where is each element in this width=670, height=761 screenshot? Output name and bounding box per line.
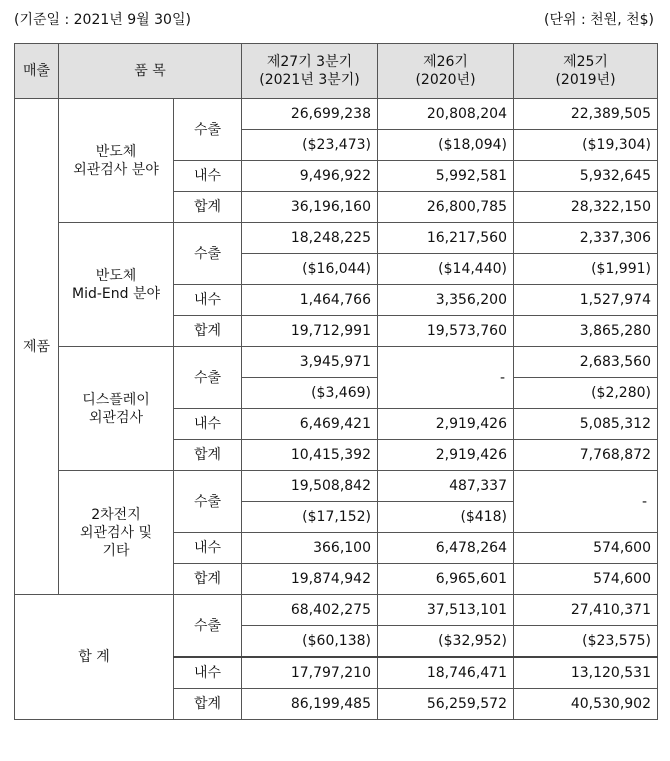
value-cell: ($23,575)	[514, 626, 658, 658]
value-cell: 20,808,204	[378, 99, 514, 130]
table-row	[15, 595, 658, 626]
value-cell: ($1,991)	[514, 254, 658, 285]
value-cell: ($32,952)	[378, 626, 514, 658]
value-cell: 19,874,942	[242, 564, 378, 595]
value-cell: 16,217,560	[378, 223, 514, 254]
item-name	[59, 99, 174, 223]
item-name-line: Mid-End 분야	[71, 285, 160, 302]
header-period2-name: 제26기	[423, 54, 468, 70]
value-cell: 5,085,312	[514, 409, 658, 440]
row-label-export: 수출	[174, 595, 242, 658]
value-cell: 28,322,150	[514, 192, 658, 223]
row-label-domestic: 내수	[174, 657, 242, 689]
grand-total-label: 합 계	[15, 595, 174, 720]
header-period2-year: (2020년)	[415, 72, 476, 88]
header-item: 품 목	[59, 44, 242, 99]
value-cell: 13,120,531	[514, 657, 658, 689]
value-cell: 1,527,974	[514, 285, 658, 316]
value-cell: 86,199,485	[242, 689, 378, 720]
row-label-export: 수출	[174, 223, 242, 285]
row-label-subtotal: 합계	[174, 316, 242, 347]
value-cell: 2,683,560	[514, 347, 658, 378]
item-name-line: 2차전지	[91, 506, 141, 523]
header-period1-name: 제27기 3분기	[266, 54, 353, 70]
row-label-domestic: 내수	[174, 285, 242, 316]
value-cell: 574,600	[514, 533, 658, 564]
value-cell: 40,530,902	[514, 689, 658, 720]
header-period1-year: (2021년 3분기)	[259, 72, 360, 88]
value-cell: 6,965,601	[378, 564, 514, 595]
value-cell: ($16,044)	[242, 254, 378, 285]
value-cell: 9,496,922	[242, 161, 378, 192]
table-row	[15, 347, 658, 378]
item-name-line: 외관검사 분야	[73, 161, 159, 178]
item-name-line: 외관검사	[88, 409, 144, 426]
value-cell: 3,356,200	[378, 285, 514, 316]
value-cell: 1,464,766	[242, 285, 378, 316]
value-cell: 487,337	[378, 471, 514, 502]
value-cell: ($60,138)	[242, 626, 378, 658]
value-cell: ($19,304)	[514, 130, 658, 161]
value-cell: 5,992,581	[378, 161, 514, 192]
item-name-line: 디스플레이	[82, 391, 150, 408]
item-name	[59, 471, 174, 595]
category-product: 제품	[15, 99, 59, 595]
sales-table	[14, 43, 658, 720]
value-cell: 3,865,280	[514, 316, 658, 347]
value-cell: 17,797,210	[242, 657, 378, 689]
value-cell: 2,337,306	[514, 223, 658, 254]
base-date-note: (기준일 : 2021년 9월 30일)	[14, 12, 191, 28]
row-label-subtotal: 합계	[174, 564, 242, 595]
item-name-line: 기타	[102, 542, 130, 559]
value-cell: 19,508,842	[242, 471, 378, 502]
item-name	[59, 347, 174, 471]
table-row	[15, 99, 658, 130]
row-label-export: 수출	[174, 347, 242, 409]
value-cell: 18,746,471	[378, 657, 514, 689]
value-cell: -	[378, 347, 514, 409]
header-row	[15, 44, 658, 99]
row-label-subtotal: 합계	[174, 440, 242, 471]
item-name	[59, 223, 174, 347]
value-cell: 27,410,371	[514, 595, 658, 626]
value-cell: 6,469,421	[242, 409, 378, 440]
value-cell: -	[514, 471, 658, 533]
item-name-line: 외관검사 및	[79, 524, 153, 541]
row-label-export: 수출	[174, 99, 242, 161]
unit-note: (단위 : 천원, 천$)	[544, 12, 654, 28]
header-period3	[514, 44, 658, 99]
row-label-domestic: 내수	[174, 409, 242, 440]
value-cell: 2,919,426	[378, 440, 514, 471]
value-cell: 68,402,275	[242, 595, 378, 626]
table-row	[15, 223, 658, 254]
value-cell: ($14,440)	[378, 254, 514, 285]
value-cell: 3,945,971	[242, 347, 378, 378]
value-cell: ($17,152)	[242, 502, 378, 533]
value-cell: 5,932,645	[514, 161, 658, 192]
value-cell: 19,573,760	[378, 316, 514, 347]
row-label-subtotal: 합계	[174, 192, 242, 223]
value-cell: 6,478,264	[378, 533, 514, 564]
value-cell: 26,699,238	[242, 99, 378, 130]
table-note	[0, 0, 670, 34]
value-cell: ($23,473)	[242, 130, 378, 161]
value-cell: 22,389,505	[514, 99, 658, 130]
header-sales: 매출	[15, 44, 59, 99]
value-cell: 19,712,991	[242, 316, 378, 347]
header-period3-name: 제25기	[563, 54, 608, 70]
row-label-domestic: 내수	[174, 533, 242, 564]
value-cell: 26,800,785	[378, 192, 514, 223]
value-cell: 10,415,392	[242, 440, 378, 471]
value-cell: 366,100	[242, 533, 378, 564]
value-cell: 574,600	[514, 564, 658, 595]
header-period3-year: (2019년)	[555, 72, 616, 88]
table-row	[15, 471, 658, 502]
row-label-subtotal: 합계	[174, 689, 242, 720]
value-cell: 18,248,225	[242, 223, 378, 254]
item-name-line: 반도체	[95, 267, 137, 284]
value-cell: ($418)	[378, 502, 514, 533]
value-cell: 7,768,872	[514, 440, 658, 471]
value-cell: 56,259,572	[378, 689, 514, 720]
header-period2	[378, 44, 514, 99]
row-label-export: 수출	[174, 471, 242, 533]
row-label-domestic: 내수	[174, 161, 242, 192]
header-period1	[242, 44, 378, 99]
value-cell: ($2,280)	[514, 378, 658, 409]
value-cell: 2,919,426	[378, 409, 514, 440]
value-cell: 36,196,160	[242, 192, 378, 223]
item-name-line: 반도체	[95, 143, 137, 160]
value-cell: ($3,469)	[242, 378, 378, 409]
value-cell: ($18,094)	[378, 130, 514, 161]
value-cell: 37,513,101	[378, 595, 514, 626]
